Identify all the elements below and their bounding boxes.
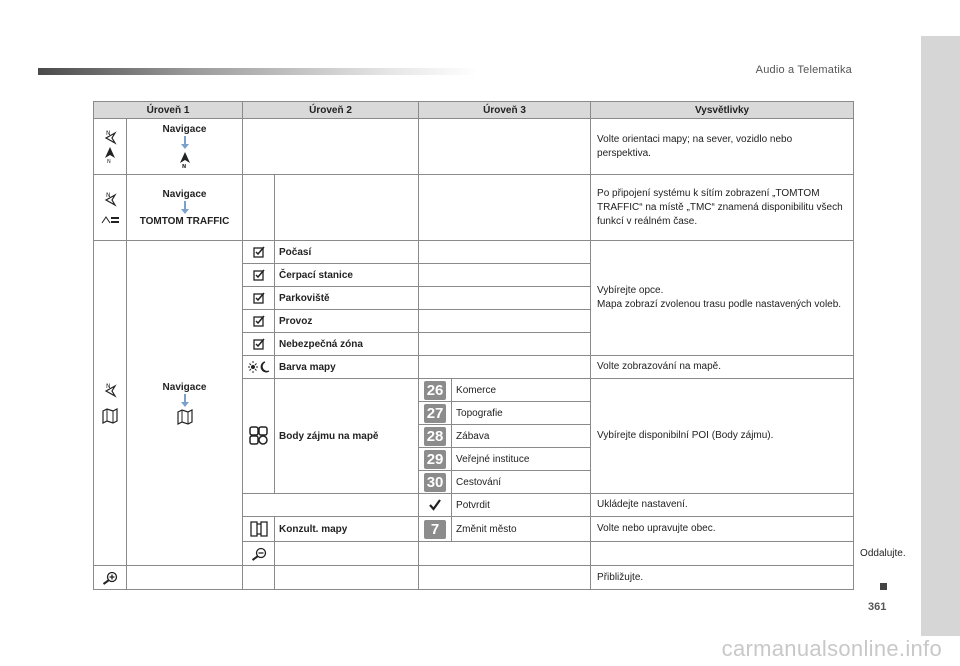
traffic-info-icon [100,215,120,225]
explanation-cell: Volte orientaci mapy; na sever, vozidlo nebo perspektiva. [591,119,854,175]
zoom-in-icon [102,571,118,585]
book-map-icon [250,521,268,537]
compass-arrow-icon [103,129,117,145]
table-row [94,119,854,175]
checkbox-icon [253,338,265,350]
down-arrow-icon [180,201,190,215]
explanation-line: Vybírejte opce. [597,285,664,296]
column-header-level-1: Úroveň 1 [94,102,243,119]
north-arrow-icon [103,146,117,164]
level2-label: Nebezpečná zóna [275,333,419,356]
explanation-cell: Volte nebo upravujte obec. [591,517,854,542]
compass-arrow-icon [103,382,117,398]
svg-text:N: N [107,159,111,164]
level3-label: Cestování [452,471,591,494]
down-arrow-icon [180,394,190,408]
checkbox-icon-cell [243,241,275,264]
level3-label: Změnit město [452,517,591,542]
watermark: carmanualsonline.info [721,636,942,661]
column-header-explanation: Vysvětlivky [591,102,854,119]
level1-cell [127,175,243,241]
explanation-cell: Vybírejte disponibilní POI (Body zájmu). [591,379,854,494]
level2-label: Body zájmu na mapě [275,379,419,494]
map-icon [101,408,119,424]
level1-label: Navigace [162,381,207,393]
change-city-number-badge: 7 [424,520,446,539]
checkbox-icon [253,246,265,258]
side-strip [921,36,960,636]
level2-label: Konzult. mapy [275,517,419,542]
explanation-cell: Ukládejte nastavení. [591,494,854,517]
explanation-cell: Přibližujte. [591,566,854,590]
explanation-cell: Volte zobrazování na mapě. [591,356,854,379]
zoom-out-icon [251,547,267,561]
level2-label: Počasí [275,241,419,264]
level2-label: Parkoviště [275,287,419,310]
level3-label: Potvrdit [452,494,591,517]
page-number: 361 [868,601,887,613]
table-row [94,241,854,264]
navigation-menu-table [93,101,906,590]
svg-text:N: N [106,383,111,390]
checkbox-icon [253,292,265,304]
level2-label: Barva mapy [275,356,419,379]
north-arrow-icon [178,151,192,169]
table-row [94,175,854,241]
poi-number-badge: 26 [424,381,446,400]
level2-label: Provoz [275,310,419,333]
down-arrow-icon [180,136,190,150]
check-icon [429,499,441,511]
svg-text:N: N [106,130,111,137]
day-night-icon [248,360,270,374]
level3-label: Komerce [452,379,591,402]
svg-text:N: N [181,164,186,169]
table-row: Oddalujte. [94,542,854,566]
poi-number-badge: 28 [424,427,446,446]
poi-number-badge: 27 [424,404,446,423]
compass-arrow-icon [103,191,117,207]
level1-cell [127,241,243,566]
map-icon [176,409,194,425]
level1-label: Navigace [162,124,207,135]
level1-sub-label: TOMTOM TRAFFIC [139,215,230,227]
page-marker [880,583,887,590]
icon-cell [94,175,127,241]
level1-label: Navigace [162,188,207,200]
icon-cell [94,241,127,566]
explanation-line: Mapa zobrazí zvolenou trasu podle nastavených voleb. [597,299,842,310]
level3-label: Topografie [452,402,591,425]
explanation-cell: Po připojení systému k sítím zobrazení „TOMTOM TRAFFIC“ na místě „TMC“ znamená disponibilitu všech funkcí v reálném čase. [591,175,854,241]
poi-number-badge: 29 [424,450,446,469]
icon-cell [94,119,127,175]
poi-icon [249,426,269,446]
section-title: Audio a Telematika [755,64,852,76]
level1-cell [127,119,243,175]
level3-label: Zábava [452,425,591,448]
column-header-level-2: Úroveň 2 [243,102,419,119]
level2-label: Čerpací stanice [275,264,419,287]
header-decoration-bar [38,68,478,75]
checkbox-icon [253,269,265,281]
table-header-row [94,102,854,119]
level3-label: Veřejné instituce [452,448,591,471]
poi-number-badge: 30 [424,473,446,492]
column-header-level-3: Úroveň 3 [419,102,591,119]
svg-text:N: N [106,191,111,199]
explanation-cell [591,241,854,356]
table-row [94,566,854,590]
checkbox-icon [253,315,265,327]
